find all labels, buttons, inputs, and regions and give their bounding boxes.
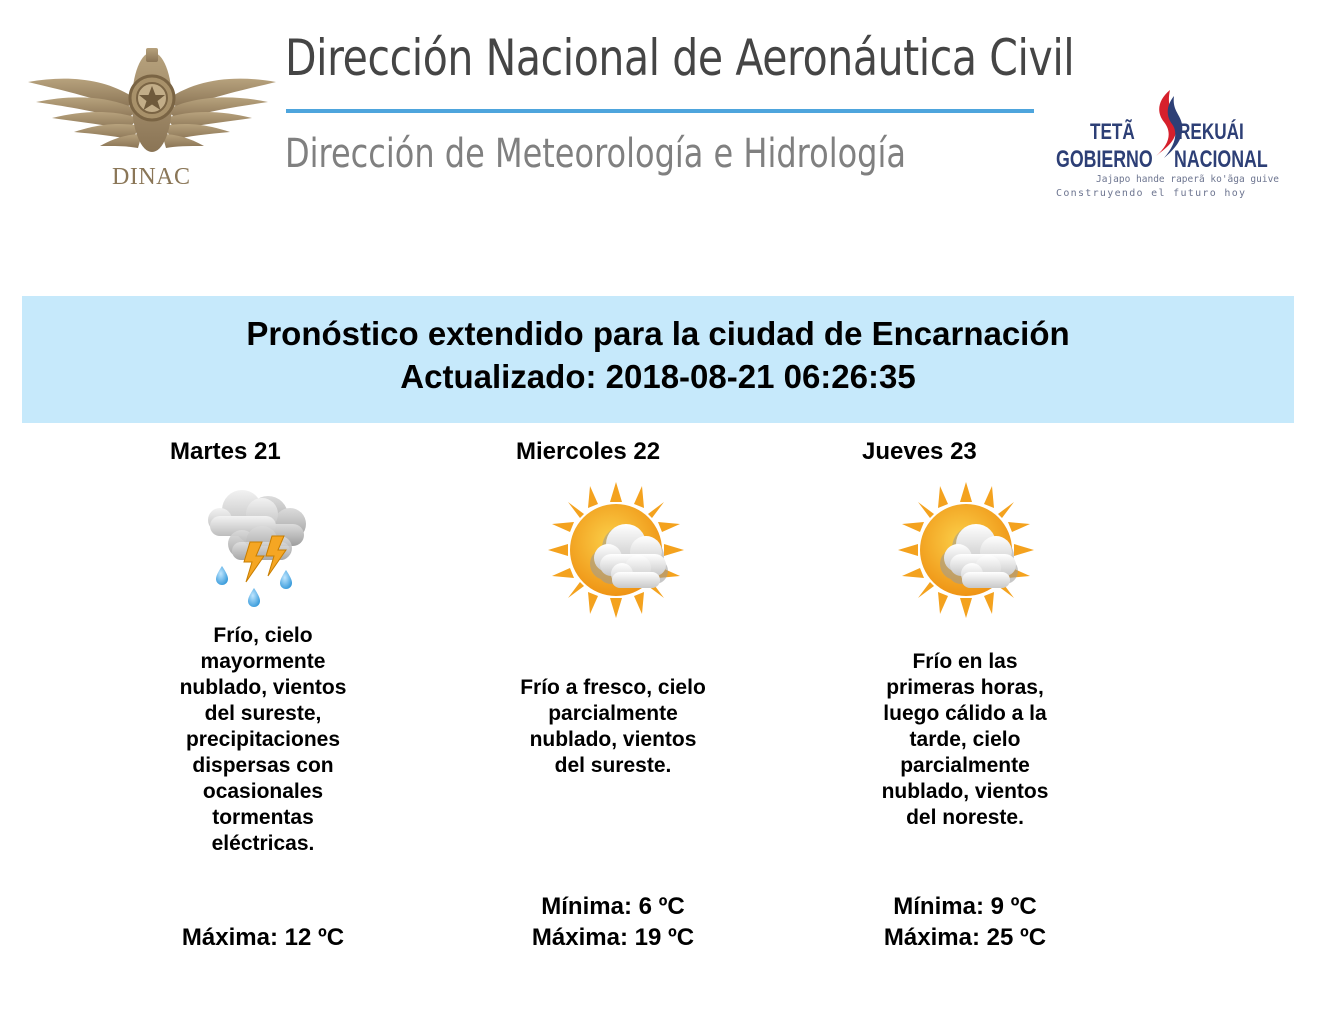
day-name: Martes 21	[170, 438, 281, 465]
dinac-logo-text: DINAC	[112, 164, 191, 190]
forecast-day-1	[168, 430, 358, 970]
winged-emblem-icon	[22, 40, 282, 170]
day-description: Frío a fresco, cielo parcialmente nublado, vientos del sureste.	[520, 676, 706, 777]
forecast-day-2	[518, 430, 708, 970]
org-subtitle: Dirección de Meteorología e Hidrología	[285, 131, 906, 177]
day-name: Jueves 23	[862, 438, 977, 465]
day-min-temp: Mínima: 6 ºC	[541, 893, 685, 920]
gov-logo-tagline-guarani: Jajapo hande raperã ko'ãga guive	[1096, 174, 1280, 185]
forecast-title: Pronóstico extendido para la ciudad de Encarnación	[246, 315, 1070, 352]
forecast-updated: Actualizado: 2018-08-21 06:26:35	[400, 358, 916, 395]
day-temperatures	[850, 891, 1080, 953]
day-temperatures	[498, 891, 728, 953]
gobierno-nacional-logo	[1050, 86, 1280, 206]
day-max-temp: Máxima: 25 ºC	[883, 924, 1047, 951]
sun-cloud-icon	[546, 480, 686, 620]
dinac-logo	[22, 40, 282, 200]
forecast-banner	[22, 296, 1294, 423]
day-description: Frío en las primeras horas, luego cálido a la tarde, cielo parcialmente nublado, vientos del noreste.	[881, 650, 1049, 829]
day-name: Miercoles 22	[516, 438, 661, 465]
day-min-temp: Mínima: 9 ºC	[893, 893, 1037, 920]
gov-logo-line2-a: GOBIERNO	[1056, 146, 1153, 173]
header-divider	[286, 109, 1034, 113]
gov-logo-line2-b: NACIONAL	[1174, 146, 1268, 173]
gov-logo-line1-a: TETÃ	[1090, 119, 1135, 144]
day-description: Frío, cielo mayormente nublado, vientos del sureste, precipitaciones dispersas con ocasionales tormentas eléctricas.	[179, 624, 347, 855]
storm-rain-icon	[198, 480, 338, 620]
day-temperatures	[148, 922, 378, 953]
day-max-temp: Máxima: 19 ºC	[531, 924, 695, 951]
forecast-day-3	[862, 430, 1060, 970]
sun-cloud-icon	[896, 480, 1036, 620]
gov-logo-tagline-spanish: Construyendo el futuro hoy	[1056, 188, 1247, 199]
org-title: Dirección Nacional de Aeronáutica Civil	[285, 29, 1075, 87]
gov-logo-line1-b: REKUÁI	[1178, 119, 1244, 144]
day-max-temp: Máxima: 12 ºC	[181, 924, 345, 951]
